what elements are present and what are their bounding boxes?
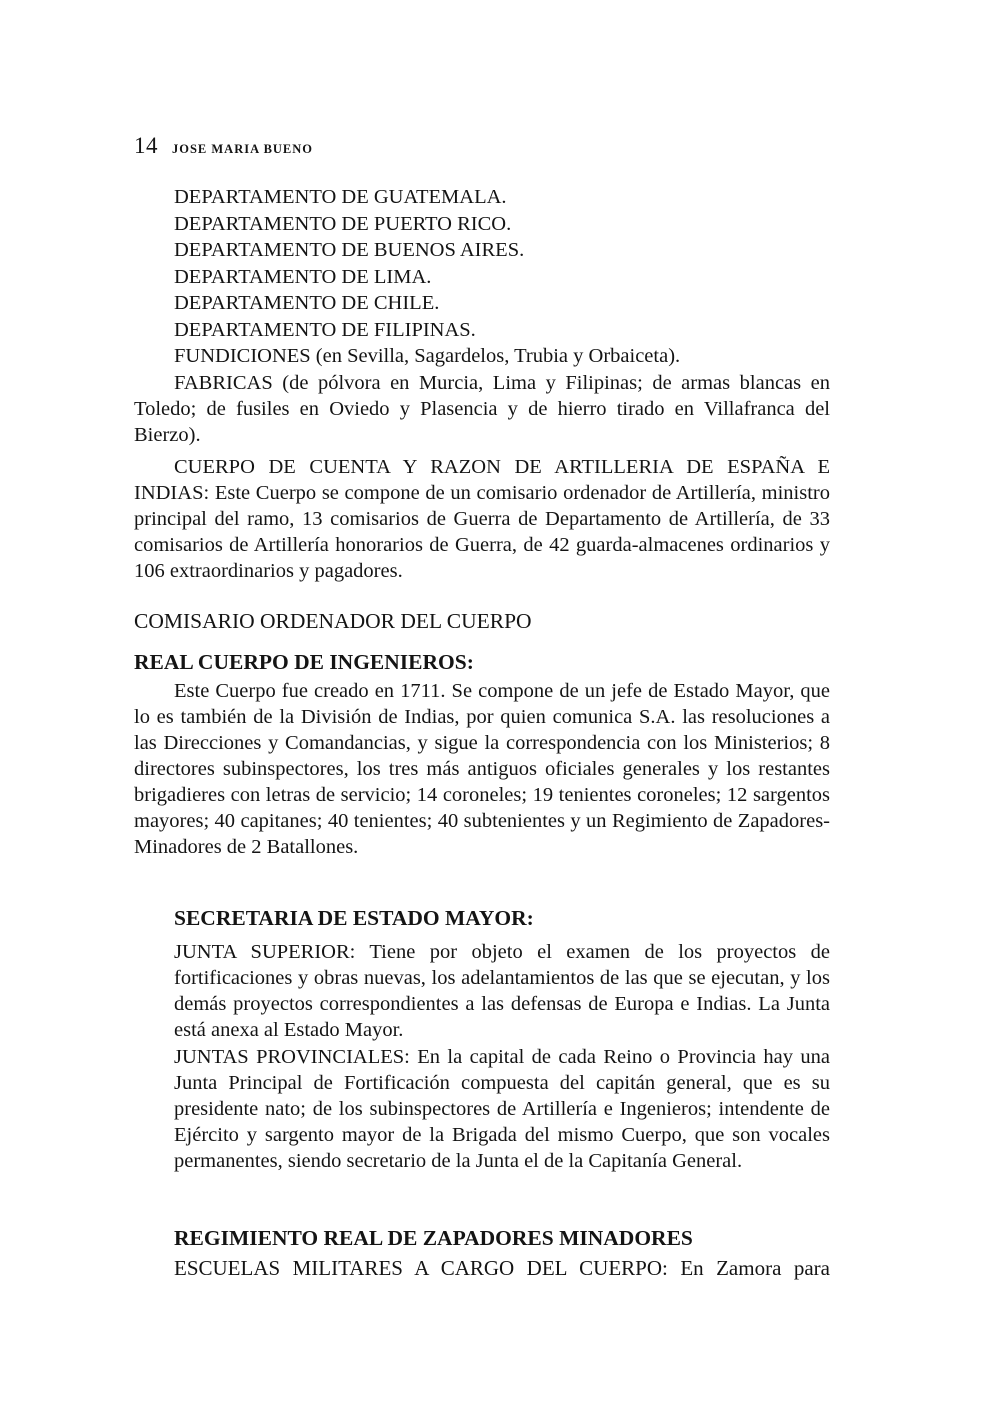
department-line: DEPARTAMENTO DE FILIPINAS. bbox=[174, 319, 476, 341]
department-line: DEPARTAMENTO DE CHILE. bbox=[174, 292, 440, 314]
author-name: JOSE MARIA BUENO bbox=[172, 142, 314, 156]
juntas-provinciales-paragraph bbox=[174, 1044, 830, 1174]
juntas-provinciales-text: JUNTAS PROVINCIALES: En la capital de cada Reino o Provincia hay una Junta Principal de Fortificación compuesta del capitán general, que es su presidente nato; de los subinspectores de Artillería e Ingenieros; intendente de Ejército y sargento mayor de la Brigada del mismo Cuerpo, que son vocales permanentes, siendo secretario de la Junta el de la Capitanía General. bbox=[174, 1046, 830, 1172]
running-header bbox=[134, 133, 313, 159]
regimiento-heading: REGIMIENTO REAL DE ZAPADORES MINADORES bbox=[174, 1226, 693, 1250]
ingenieros-paragraph bbox=[134, 678, 830, 860]
cuerpo-cuenta-paragraph bbox=[134, 454, 830, 584]
cuerpo-cuenta-text: CUERPO DE CUENTA Y RAZON DE ARTILLERIA DE ESPAÑA E INDIAS: Este Cuerpo se compone de un comisario ordenador de Artillería, ministro principal del ramo, 13 comisarios de Guerra de Departamento de Artillería, de 33 comisarios de Artillería honorarios de Guerra, de 42 guarda-almacenes ordinarios y 106 extraordinarios y pagadores. bbox=[134, 456, 830, 582]
ingenieros-heading: REAL CUERPO DE INGENIEROS: bbox=[134, 650, 474, 674]
department-line: DEPARTAMENTO DE LIMA. bbox=[174, 266, 432, 288]
comisario-heading: COMISARIO ORDENADOR DEL CUERPO bbox=[134, 609, 532, 633]
secretaria-heading: SECRETARIA DE ESTADO MAYOR: bbox=[174, 906, 534, 930]
escuelas-line: ESCUELAS MILITARES A CARGO DEL CUERPO: En Zamora para bbox=[174, 1256, 830, 1280]
fabricas-paragraph bbox=[134, 370, 830, 448]
department-line: DEPARTAMENTO DE PUERTO RICO. bbox=[174, 213, 512, 235]
fundiciones-line: FUNDICIONES (en Sevilla, Sagardelos, Trubia y Orbaiceta). bbox=[174, 345, 681, 367]
department-line: DEPARTAMENTO DE GUATEMALA. bbox=[174, 186, 507, 208]
junta-superior-paragraph bbox=[174, 939, 830, 1043]
ingenieros-text: Este Cuerpo fue creado en 1711. Se compone de un jefe de Estado Mayor, que lo es también de la División de Indias, por quien comunica S.A. las resoluciones a las Direcciones y Comandancias, y sigue la correspondencia con los Ministerios; 8 directores subinspectores, los tres más antiguos oficiales generales y los restantes brigadieres con letras de servicio; 14 coroneles; 19 tenientes coroneles; 12 sargentos mayores; 40 capitanes; 40 tenientes; 40 subtenientes y un Regimiento de Zapadores-Minadores de 2 Batallones. bbox=[134, 680, 830, 858]
junta-superior-text: JUNTA SUPERIOR: Tiene por objeto el examen de los proyectos de fortificaciones y obras nuevas, los adelantamientos de las que se ejecutan, y los demás proyectos correspondientes a las defensas de Europa e Indias. La Junta está anexa al Estado Mayor. bbox=[174, 941, 830, 1041]
fabricas-text: FABRICAS (de pólvora en Murcia, Lima y Filipinas; de armas blancas en Toledo; de fusiles en Oviedo y Plasencia y de hierro tirado en Villafranca del Bierzo). bbox=[134, 372, 830, 446]
page-number: 14 bbox=[134, 133, 158, 158]
department-line: DEPARTAMENTO DE BUENOS AIRES. bbox=[174, 239, 525, 261]
